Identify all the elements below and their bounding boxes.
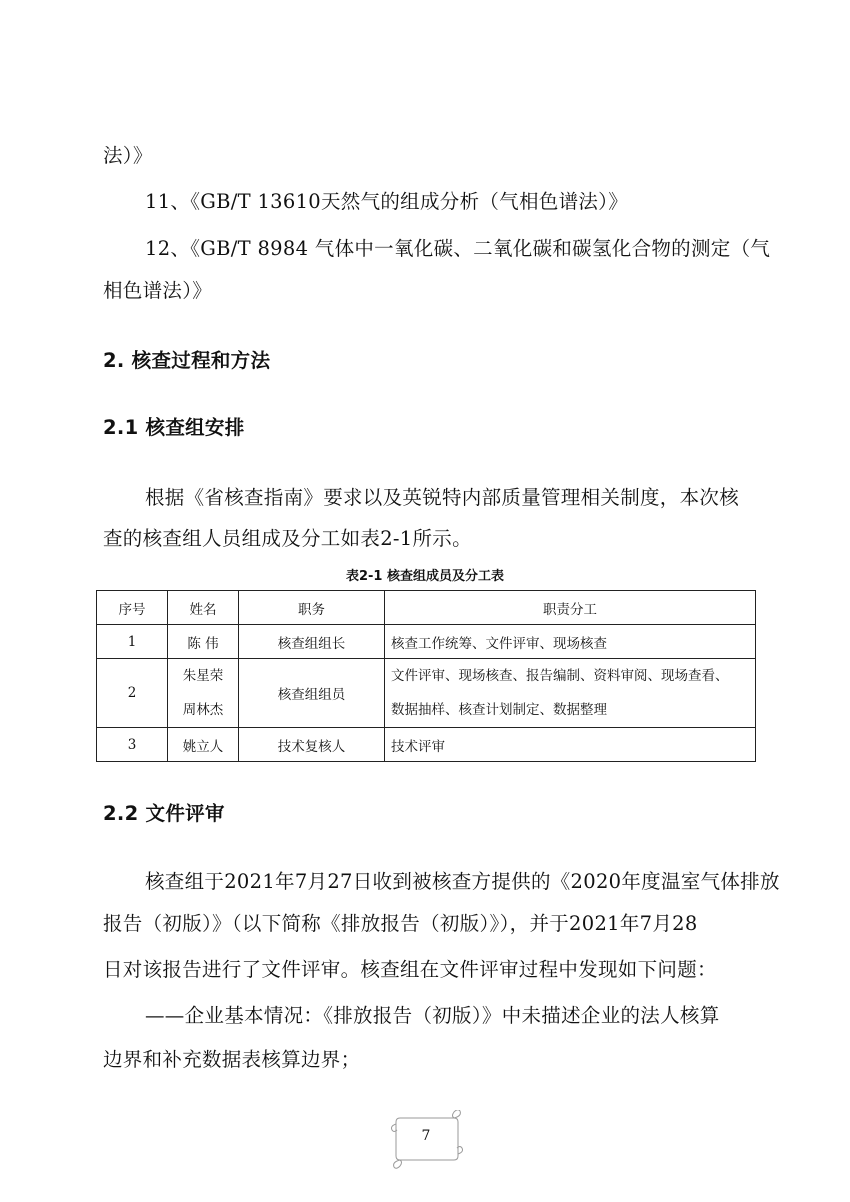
- page-number: 7: [421, 1128, 431, 1144]
- text-line: 法）》: [103, 144, 153, 167]
- paragraph-line: 日对该报告进行了文件评审。核查组在文件评审过程中发现如下问题：: [103, 958, 717, 981]
- cell-duties: 核查工作统筹、文件评审、现场核查: [385, 625, 756, 659]
- section-heading-2-1: 2.1 核查组安排: [103, 416, 245, 439]
- member-name: 朱星荣: [182, 668, 224, 684]
- paragraph-line: 核查组于2021年7月27日收到被核查方提供的《2020年度温室气体排放: [145, 870, 780, 893]
- team-table: [96, 590, 756, 762]
- table-row: [97, 659, 756, 728]
- cell-role: 核查组组员: [239, 659, 385, 728]
- duty-line: 数据抽样、核查计划制定、数据整理: [391, 702, 607, 718]
- page-number-scroll: [388, 1110, 464, 1170]
- paragraph-line: 根据《省核查指南》要求以及英锐特内部质量管理相关制度，本次核: [145, 486, 740, 509]
- cell-name: [168, 659, 239, 728]
- duty-line: 文件评审、现场核查、报告编制、资料审阅、现场查看、: [391, 668, 729, 684]
- cell-no: 2: [97, 659, 168, 728]
- col-header-role: 职务: [239, 591, 385, 625]
- col-header-duties: 职责分工: [385, 591, 756, 625]
- cell-role: 技术复核人: [239, 728, 385, 762]
- table-header-row: [97, 591, 756, 625]
- cell-name: 姚立人: [168, 728, 239, 762]
- reference-item-11: 11、《GB/T 13610天然气的组成分析（气相色谱法）》: [145, 190, 629, 213]
- table-caption: 表2-1 核查组成员及分工表: [345, 569, 504, 584]
- paragraph-line: 查的核查组人员组成及分工如表2-1所示。: [103, 527, 472, 550]
- cell-duties: [385, 659, 756, 728]
- member-name: 周林杰: [182, 702, 224, 718]
- reference-item-12: 12、《GB/T 8984 气体中一氧化碳、二氧化碳和碳氢化合物的测定（气: [145, 237, 771, 260]
- cell-no: 1: [97, 625, 168, 659]
- section-heading-2: 2. 核查过程和方法: [103, 349, 271, 372]
- col-header-name: 姓名: [168, 591, 239, 625]
- cell-role: 核查组组长: [239, 625, 385, 659]
- col-header-no: 序号: [97, 591, 168, 625]
- cell-no: 3: [97, 728, 168, 762]
- paragraph-line: 边界和补充数据表核算边界；: [103, 1048, 361, 1071]
- paragraph-line: 报告（初版）》（以下简称《排放报告（初版）》），并于2021年7月28: [103, 912, 698, 935]
- cell-name: 陈 伟: [168, 625, 239, 659]
- reference-item-12-cont: 相色谱法）》: [103, 279, 213, 302]
- section-heading-2-2: 2.2 文件评审: [103, 802, 225, 825]
- table-row: [97, 728, 756, 762]
- table-row: [97, 625, 756, 659]
- cell-duties: 技术评审: [385, 728, 756, 762]
- paragraph-line: ——企业基本情况：《排放报告（初版）》中未描述企业的法人核算: [145, 1004, 720, 1027]
